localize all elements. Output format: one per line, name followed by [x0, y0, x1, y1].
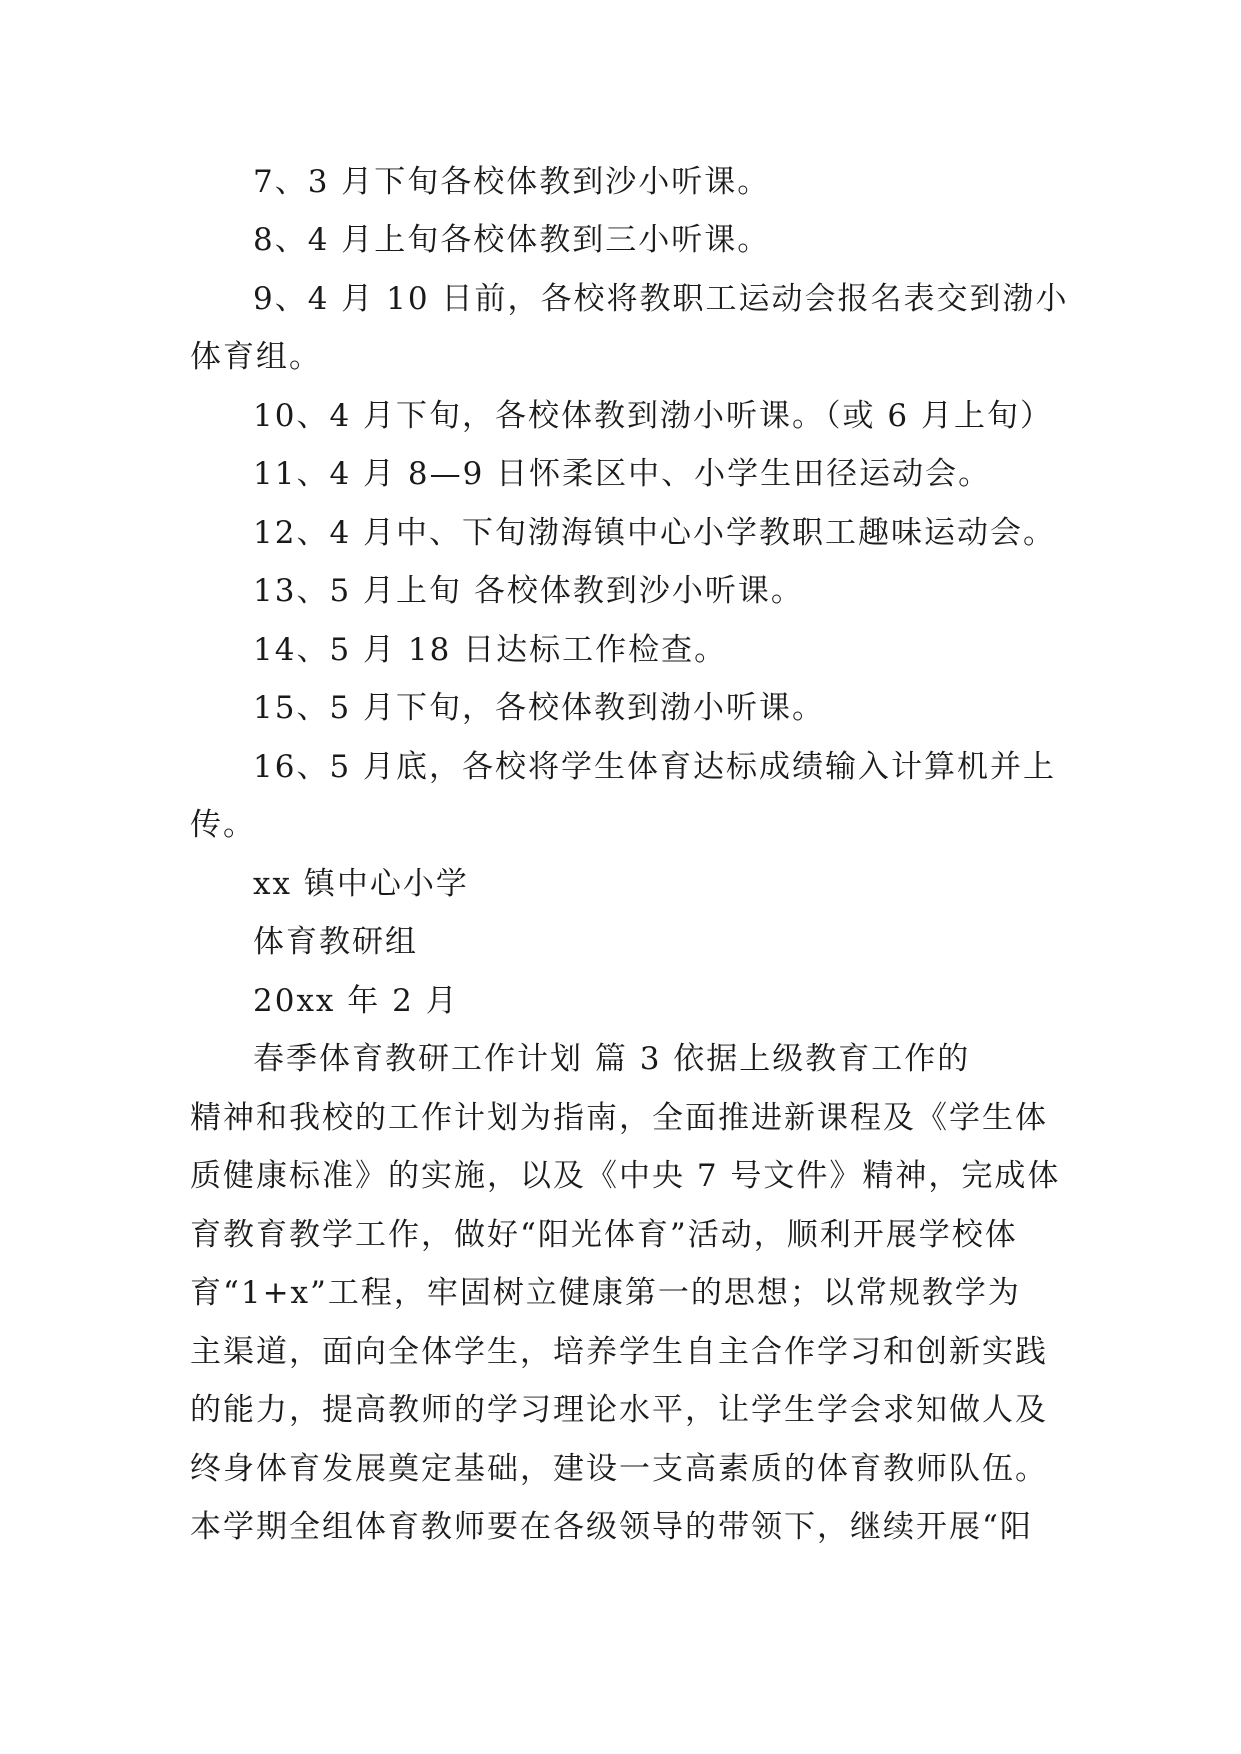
text-line: 精神和我校的工作计划为指南，全面推进新课程及《学生体 [190, 1100, 1048, 1136]
text-line: 的能力，提高教师的学习理论水平，让学生学会求知做人及 [190, 1392, 1048, 1428]
text-line: 本学期全组体育教师要在各级领导的带领下，继续开展“阳 [190, 1509, 1033, 1545]
text-line: 13、5 月上旬 各校体教到沙小听课。 [253, 573, 804, 609]
text-line: 传。 [190, 807, 256, 843]
text-line: 主渠道，面向全体学生，培养学生自主合作学习和创新实践 [190, 1334, 1048, 1370]
text-line: 11、4 月 8—9 日怀柔区中、小学生田径运动会。 [253, 456, 992, 492]
text-line: 15、5 月下旬，各校体教到渤小听课。 [253, 690, 826, 726]
text-line: 终身体育发展奠定基础，建设一支高素质的体育教师队伍。 [190, 1451, 1048, 1487]
text-line: 9、4 月 10 日前，各校将教职工运动会报名表交到渤小 [253, 281, 1069, 317]
text-line: 育教育教学工作，做好“阳光体育”活动，顺利开展学校体 [190, 1217, 1018, 1253]
text-line: 16、5 月底，各校将学生体育达标成绩输入计算机并上 [253, 749, 1057, 785]
text-line: 10、4 月下旬，各校体教到渤小听课。（或 6 月上旬） [253, 398, 1053, 434]
text-line: 12、4 月中、下旬渤海镇中心小学教职工趣味运动会。 [253, 515, 1057, 551]
text-line: 春季体育教研工作计划 篇 3 依据上级教育工作的 [253, 1041, 971, 1077]
text-line: 体育教研组 [253, 924, 418, 960]
text-line: 20xx 年 2 月 [253, 983, 459, 1019]
text-line: 育“1+x”工程，牢固树立健康第一的思想；以常规教学为 [190, 1275, 1021, 1311]
text-line: 8、4 月上旬各校体教到三小听课。 [253, 222, 771, 258]
text-line: xx 镇中心小学 [253, 866, 469, 902]
text-line: 14、5 月 18 日达标工作检查。 [253, 632, 728, 668]
text-line: 质健康标准》的实施，以及《中央 7 号文件》精神，完成体 [190, 1158, 1061, 1194]
text-line: 7、3 月下旬各校体教到沙小听课。 [253, 164, 771, 200]
text-line: 体育组。 [190, 339, 322, 375]
